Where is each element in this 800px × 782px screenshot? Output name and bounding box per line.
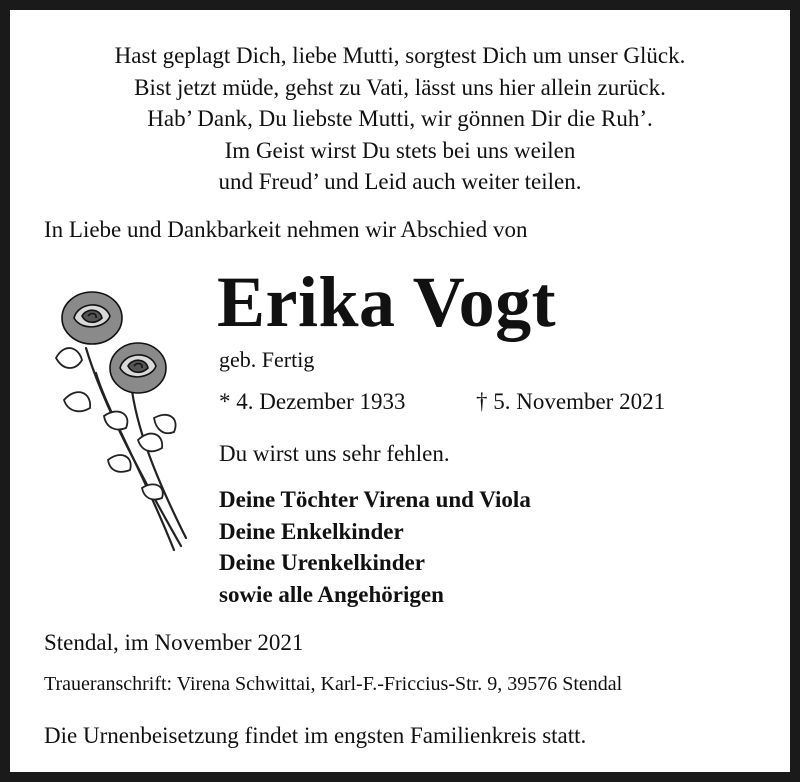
ceremony-note: Die Urnenbeisetzung findet im engsten Familienkreis statt. bbox=[44, 723, 587, 748]
mourner-line: Deine Töchter Virena und Viola bbox=[219, 487, 531, 512]
farewell-line: Du wirst uns sehr fehlen. bbox=[219, 441, 450, 466]
poem-line: Hab’ Dank, Du liebste Mutti, wir gönnen Dir die Ruh’. bbox=[147, 106, 653, 131]
poem-line: und Freud’ und Leid auch weiter teilen. bbox=[218, 169, 582, 194]
mourner-line: Deine Enkelkinder bbox=[219, 518, 404, 544]
birth-date: * 4. Dezember 1933 bbox=[219, 389, 406, 414]
mourning-address: Traueranschrift: Virena Schwittai, Karl-F.-Friccius-Str. 9, 39576 Stendal bbox=[44, 673, 623, 695]
maiden-name: geb. Fertig bbox=[219, 347, 315, 372]
poem-line: Bist jetzt müde, gehst zu Vati, lässt uns hier allein zurück. bbox=[134, 74, 666, 100]
mourners-list bbox=[219, 484, 531, 610]
mourner-line: sowie alle Angehörigen bbox=[219, 581, 444, 607]
intro-text: In Liebe und Dankbarkeit nehmen wir Abschied von bbox=[44, 217, 528, 242]
place-date: Stendal, im November 2021 bbox=[44, 630, 304, 655]
death-date: † 5. November 2021 bbox=[476, 389, 666, 414]
roses-illustration-icon bbox=[46, 288, 198, 558]
mourner-line: Deine Urenkelkinder bbox=[219, 550, 425, 575]
poem-line: Im Geist wirst Du stets bei uns weilen bbox=[224, 137, 576, 163]
deceased-name: Erika Vogt bbox=[217, 262, 557, 342]
poem-line: Hast geplagt Dich, liebe Mutti, sorgtest Dich um unser Glück. bbox=[114, 43, 686, 68]
poem bbox=[30, 40, 770, 198]
